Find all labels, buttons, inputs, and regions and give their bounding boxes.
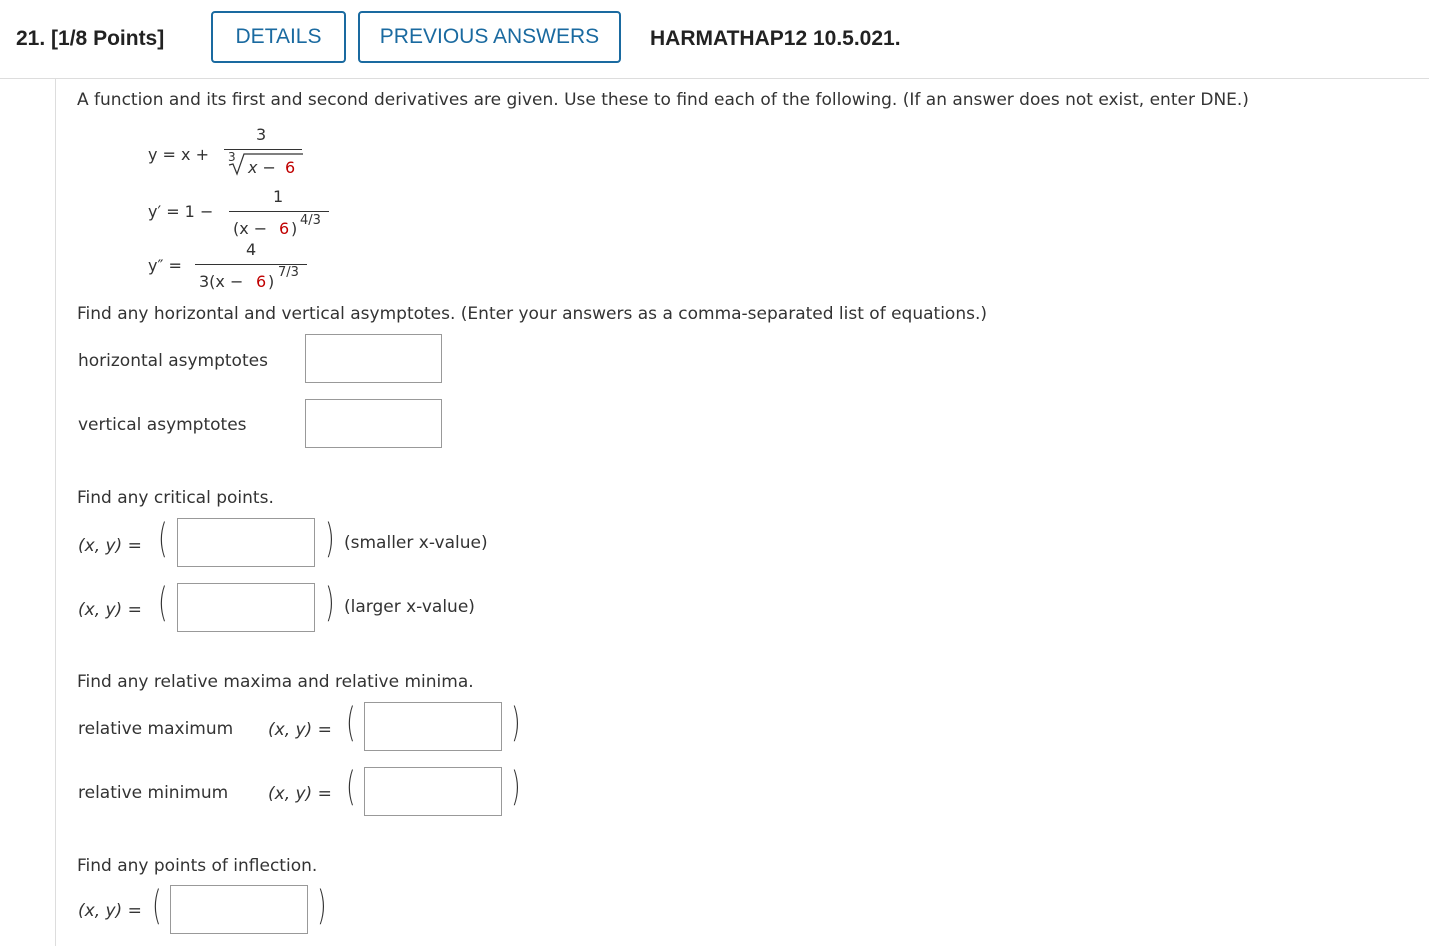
equation-y-prime-lhs: y′ = 1 − bbox=[148, 202, 214, 221]
relative-minimum-input[interactable] bbox=[364, 767, 502, 816]
extrema-prompt: Find any relative maxima and relative minima. bbox=[77, 672, 474, 692]
equation-y-prime-exponent: 4/3 bbox=[300, 213, 321, 228]
vertical-asymptotes-input[interactable] bbox=[305, 399, 442, 448]
previous-answers-button[interactable]: PREVIOUS ANSWERS bbox=[358, 11, 621, 63]
open-paren: ( bbox=[158, 516, 168, 562]
points-label: [1/8 Points] bbox=[51, 27, 165, 50]
equation-y-denominator-constant: 6 bbox=[285, 158, 296, 177]
equation-y-denominator-x: x − bbox=[248, 158, 276, 177]
relative-maximum-label: relative maximum bbox=[78, 719, 234, 739]
critical-point-2-input[interactable] bbox=[177, 583, 315, 632]
relative-maximum-xy-label: (x, y) = bbox=[268, 720, 332, 740]
question-id: HARMATHAP12 10.5.021. bbox=[650, 27, 901, 50]
question-number: 21. [1/8 Points] bbox=[16, 27, 165, 50]
inflection-prompt: Find any points of inflection. bbox=[77, 856, 318, 876]
fraction-bar bbox=[224, 149, 302, 150]
equation-y-double-prime-numerator: 4 bbox=[246, 240, 257, 259]
critical-points-prompt: Find any critical points. bbox=[77, 488, 274, 508]
equation-y-numerator: 3 bbox=[256, 125, 267, 144]
equation-y-double-prime-denominator-close: ) bbox=[268, 272, 275, 291]
close-paren: ) bbox=[317, 883, 327, 929]
equation-y-prime-numerator: 1 bbox=[273, 187, 284, 206]
intro-text: A function and its first and second derivatives are given. Use these to find each of the following. (If an answer does not exist, enter DNE.) bbox=[77, 90, 1249, 110]
open-paren: ( bbox=[158, 580, 168, 626]
horizontal-asymptotes-input[interactable] bbox=[305, 334, 442, 383]
open-paren: ( bbox=[152, 883, 162, 929]
close-paren: ) bbox=[325, 516, 335, 562]
equation-y-double-prime-lhs: y″ = bbox=[148, 256, 182, 275]
critical-point-1-label: (x, y) = bbox=[78, 536, 142, 556]
close-paren: ) bbox=[511, 700, 521, 746]
equation-y-prime-denominator-close: ) bbox=[291, 219, 298, 238]
relative-minimum-xy-label: (x, y) = bbox=[268, 784, 332, 804]
relative-minimum-label: relative minimum bbox=[78, 783, 229, 803]
inflection-xy-label: (x, y) = bbox=[78, 901, 142, 921]
critical-point-2-label: (x, y) = bbox=[78, 600, 142, 620]
equation-y-double-prime-exponent: 7/3 bbox=[278, 265, 299, 280]
fraction-bar bbox=[229, 211, 329, 212]
details-button[interactable]: DETAILS bbox=[211, 11, 346, 63]
content-left-border bbox=[55, 79, 56, 946]
close-paren: ) bbox=[511, 764, 521, 810]
open-paren: ( bbox=[346, 764, 356, 810]
critical-point-1-input[interactable] bbox=[177, 518, 315, 567]
equation-y-prime-denominator-constant: 6 bbox=[279, 219, 290, 238]
close-paren: ) bbox=[325, 580, 335, 626]
question-header bbox=[0, 0, 1429, 79]
equation-y-double-prime-denominator-constant: 6 bbox=[256, 272, 267, 291]
equation-y-prime-denominator-open: (x − bbox=[233, 219, 268, 238]
vertical-asymptotes-label: vertical asymptotes bbox=[78, 415, 247, 435]
critical-point-2-note: (larger x-value) bbox=[344, 597, 475, 617]
critical-point-1-note: (smaller x-value) bbox=[344, 533, 488, 553]
equation-y-double-prime-denominator-open: 3(x − bbox=[199, 272, 244, 291]
horizontal-asymptotes-label: horizontal asymptotes bbox=[78, 351, 268, 371]
root-index: 3 bbox=[228, 150, 236, 164]
inflection-point-input[interactable] bbox=[170, 885, 308, 934]
asymptotes-prompt: Find any horizontal and vertical asymptotes. (Enter your answers as a comma-separated list of equations.) bbox=[77, 304, 987, 324]
equation-y-lhs: y = x + bbox=[148, 145, 210, 164]
open-paren: ( bbox=[346, 700, 356, 746]
relative-maximum-input[interactable] bbox=[364, 702, 502, 751]
